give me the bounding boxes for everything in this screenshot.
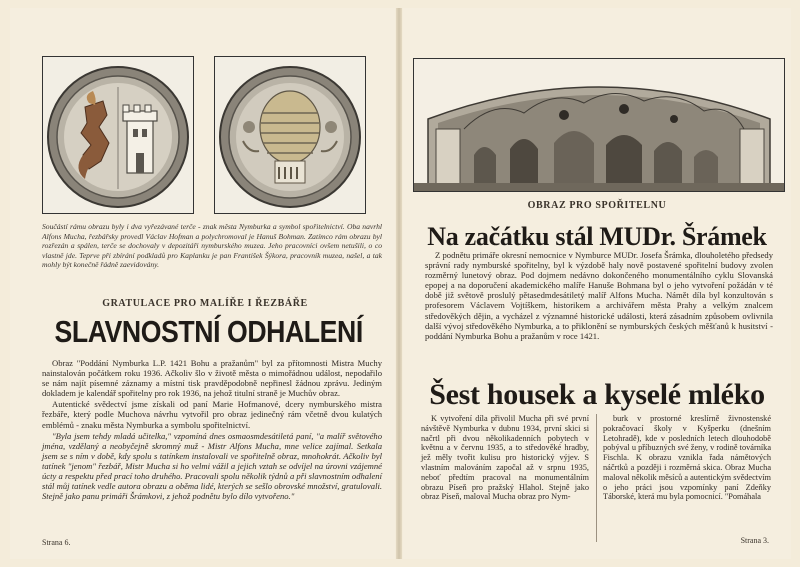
right-headline: Na začátku stál MUDr. Šrámek <box>427 222 767 251</box>
left-kicker: GRATULACE PRO MALÍŘE I ŘEZBÁŘE <box>102 298 308 309</box>
historic-mural-illustration <box>414 59 784 191</box>
savings-emblem-figure <box>214 56 366 214</box>
left-headline: SLAVNOSTNÍ ODHALENÍ <box>54 314 363 349</box>
paragraph: K vytvoření díla přivolil Mucha při své první návštěvě Nymburka v dubnu 1934, první skici si načrtl při dvou několikadenních pobytech v květnu a v červnu 1935, a to středověké hradby, jež měly tvořit kulisu pro historický výjev. S vlastním malováním započal až v srpnu 1935, neboť předtím pracoval na monumentálním obrazu Píseň pro pražský Hlahol. Stejně jako obraz Píseň, maloval Mucha obraz pro Nym- <box>421 414 589 502</box>
paragraph: Obraz "Poddání Nymburka L.P. 1421 Bohu a pražanům" byl za přítomnosti Mistra Muchy nainstalován počátkem roku 1936. Ačkoliv šlo v životě města o mimořádnou událost, nepodařilo se nám najít písemné záznamy a místní tisk pravděpodobně nepřinesl žádnou zprávu. Jediným dokladem je kalendář spořitelny pro rok 1936, na jehož titulní straně je Muchův obraz. <box>42 358 382 399</box>
article-column-1 <box>421 414 589 502</box>
right-page <box>403 8 791 559</box>
lion-tower-emblem-icon <box>43 57 193 213</box>
paragraph: burk v prostorné kreslírně živnostenské pokračovací školy v Kyšperku (dnešním Letohradě), kde v posledních letech dlouhodobě pobýval u příbuzných své ženy, v rodině továrníka Fischla. K obrazu vznikla řada námětových náčrtků a později i rozměrná skica. Obraz Mucha maloval několik měsíců a autentickým svědectvím o jeho práci jsou vzpomínky paní Zdeňky Táborské, která mu byla pomocnicí. "Pomáhala <box>603 414 771 502</box>
mural-figure <box>413 58 785 192</box>
coat-of-arms-figure <box>42 56 194 214</box>
article-column-2 <box>603 414 771 502</box>
paragraph: "Byla jsem tehdy mladá učitelka," vzpomíná dnes osmaosmdesátiletá paní, "a malíř světového jména, vzdělaný a neobyčejně skromný muž - Mistr Alfons Mucha, mne velice zajímal. Setkala jsem se s ním v době, kdy spolu s tatínkem instalovali ve spořitelně obraz, mnohokrát. Ačkoliv byl tatínek "jenom" řezbář, Mistr Mucha si ho velmi vážil a jejich vztah se odvíjel na úrovni vzájemné úcty a respektu před prací toho druhého. Pracovali spolu několik týdnů a při slavnostním odhalení stál můj tatínek vedle autora obrazu a oběma lidé, kterých se sešlo obrovské množství, gratulovali. Stejně jako panu primáři Šrámkovi, z jehož podnětu bylo dílo vytvořeno." <box>42 430 382 502</box>
column-divider <box>596 414 597 542</box>
left-page <box>10 8 395 559</box>
beehive-emblem-icon <box>215 57 365 213</box>
left-page-number: Strana 6. <box>42 538 71 547</box>
paragraph: Autentické svědectví jsme získali od paní Marie Hofmanové, dcery nymburského mistra řezbáře, který podle Muchova návrhu vytvořil pro obraz jedinečný rám včetně dvou kulatých emblémů - znaku města Nymburka a symbolu spořitelnictví. <box>42 399 382 430</box>
right-page-number: Strana 3. <box>740 536 769 545</box>
left-article-body <box>42 358 382 502</box>
right-lead-paragraph <box>425 250 773 342</box>
page-fold <box>396 8 402 559</box>
right-kicker: OBRAZ PRO SPOŘITELNU <box>527 200 667 211</box>
figure-caption: Součástí rámu obrazu byly i dva vyřezávané terče - znak města Nymburka a symbol spořitelnictví. Oba navrhl Alfons Mucha, řezbářsky provedl Václav Hofman a polychromoval je Hanuš Bohman. Zatímco rám obrazu byl rozřezán a spálen, terče se dochovaly v depozitáři nymburského muzea. Jeho pracovníci ovšem netušili, o co vlastně jde. Teprve při zbírání podkladů pro Kaplanku je pan František Šýkora, pracovník muzea, našel, a tak mohly být konečně řádně zaevidovány. <box>42 222 382 270</box>
second-headline: Šest housek a kyselé mléko <box>429 378 765 411</box>
paragraph: Z podnětu primáře okresní nemocnice v Nymburce MUDr. Josefa Šrámka, dlouholetého předsedy správní rady nymburské spořitelny, byl k výzdobě haly nově postavené spořitelní budovy zvolen rozměrný lunetový obraz. Pod dojmem nedávno dokončeného monumentálního cyklu Slovanská epopej a na doporučení akademického malíře Hanuše Bohmana byl o jeho vytvoření požádán v té době již světově proslulý pětasedmdesátiletý malíř Alfons Mucha. Námět díla byl konzultován s profesorem Václavem Vojtíškem, historikem a archivářem města Prahy a velkým znalcem středověkých dějin, a vycházel z významné historické události, která zásadním způsobem ovlivnila další vývoj středověkého Nymburka, a to přiklonění se nymburských českých měšťanů k husitství - poddání Nymburka Bohu a pražanům v roce 1421. <box>425 250 773 341</box>
